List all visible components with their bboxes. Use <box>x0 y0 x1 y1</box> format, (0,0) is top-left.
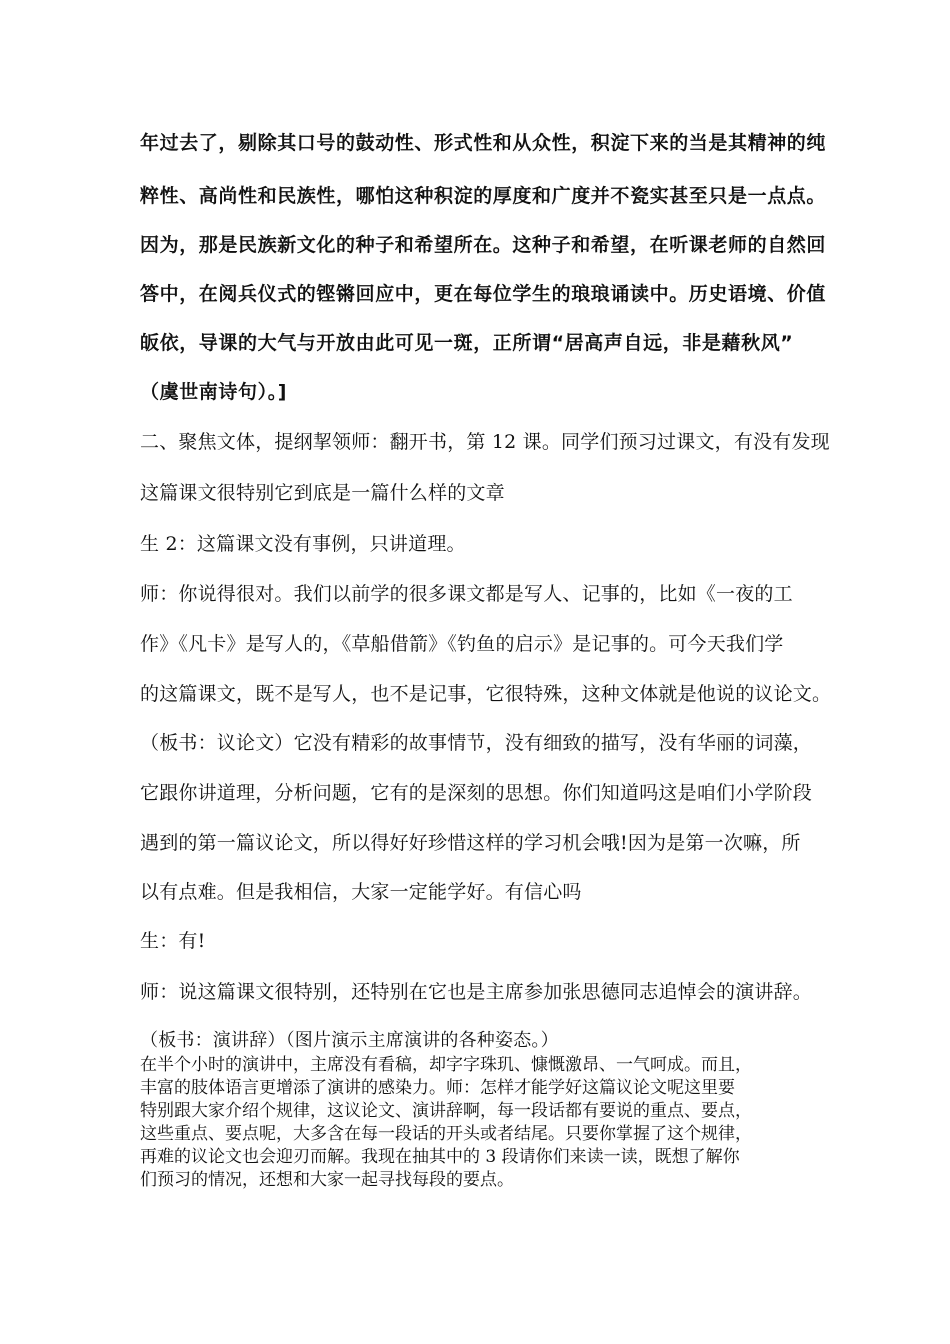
paragraph-line: （板书：演讲辞）（图片演示主席演讲的各种姿态。） <box>140 1030 559 1051</box>
paragraph-line: （虞世南诗句）。] <box>140 381 288 403</box>
paragraph-line: 作》《凡卡》是写人的，《草船借箭》《钓鱼的启示》是记事的。可今天我们学 <box>140 633 784 655</box>
paragraph-line: 生：有! <box>140 930 206 952</box>
paragraph-line: 在半个小时的演讲中，主席没有看稿，却字字珠玑、慷慨激昂、一气呵成。而且， <box>140 1055 752 1075</box>
paragraph-line: 特别跟大家介绍个规律，这议论文、演讲辞啊，每一段话都有要说的重点、要点， <box>140 1101 752 1121</box>
paragraph-line: 年过去了，剔除其口号的鼓动性、形式性和从众性，积淀下来的当是其精神的纯 <box>140 132 827 154</box>
paragraph-line: 这些重点、要点呢，大多含在每一段话的开头或者结尾。只要你掌握了这个规律， <box>140 1124 752 1144</box>
paragraph-line: 的这篇课文，既不是写人，也不是记事，它很特殊，这种文体就是他说的议论文。 <box>140 683 832 705</box>
paragraph-line: （板书：议论文）它没有精彩的故事情节，没有细致的描写，没有华丽的词藻， <box>140 732 813 754</box>
paragraph-line: 粹性、高尚性和民族性，哪怕这种积淀的厚度和广度并不瓷实甚至只是一点点。 <box>140 185 827 207</box>
paragraph-line: 师：你说得很对。我们以前学的很多课文都是写人、记事的，比如《一夜的工 <box>140 583 793 605</box>
paragraph-line: 以有点难。但是我相信，大家一定能学好。有信心吗 <box>140 881 582 903</box>
paragraph-line: 因为，那是民族新文化的种子和希望所在。这种子和希望，在听课老师的自然回 <box>140 234 827 256</box>
paragraph-line: 师：说这篇课文很特别，还特别在它也是主席参加张思德同志追悼会的演讲辞。 <box>140 981 813 1003</box>
paragraph-line: 再难的议论文也会迎刃而解。我现在抽其中的 3 段请你们来读一读，既想了解你 <box>140 1147 740 1167</box>
paragraph-line: 答中，在阅兵仪式的铿锵回应中，更在每位学生的琅琅诵读中。历史语境、价值 <box>140 283 827 305</box>
paragraph-line: 它跟你讲道理，分析问题，它有的是深刻的思想。你们知道吗这是咱们小学阶段 <box>140 782 813 804</box>
paragraph-line: 二、聚焦文体，提纲挈领师：翻开书，第 12 课。同学们预习过课文，有没有发现 <box>140 431 830 453</box>
paragraph-line: 生 2：这篇课文没有事例，只讲道理。 <box>140 533 466 555</box>
paragraph-line: 皈依，导课的大气与开放由此可见一斑，正所谓“居高声自远，非是藉秋风” <box>140 332 794 354</box>
paragraph-line: 丰富的肢体语言更增添了演讲的感染力。师：怎样才能学好这篇议论文呢这里要 <box>140 1078 735 1098</box>
paragraph-line: 们预习的情况，还想和大家一起寻找每段的要点。 <box>140 1170 514 1190</box>
dense-paragraph <box>140 1054 830 1192</box>
paragraph-line: 这篇课文很特别它到底是一篇什么样的文章 <box>140 482 505 504</box>
paragraph-line: 遇到的第一篇议论文，所以得好好珍惜这样的学习机会哦!因为是第一次嘛，所 <box>140 832 801 854</box>
